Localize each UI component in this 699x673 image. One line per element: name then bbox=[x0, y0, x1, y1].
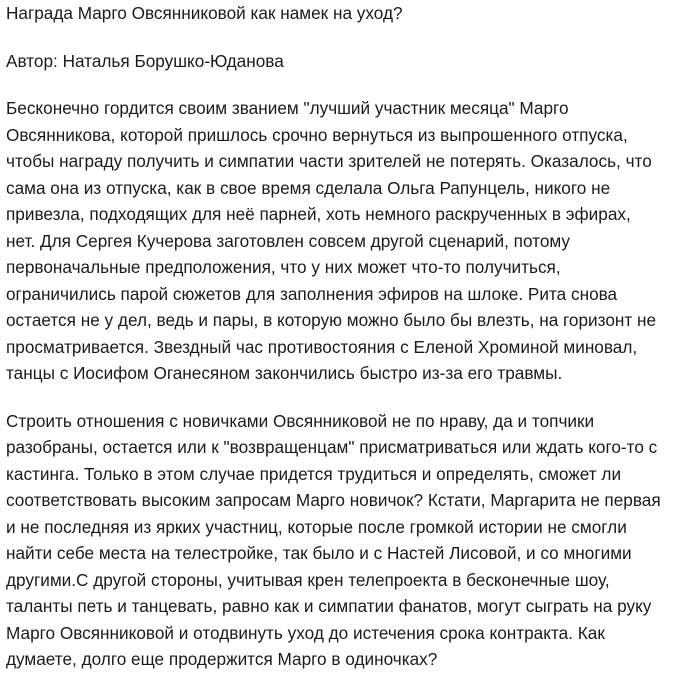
paragraph-2 bbox=[6, 408, 687, 673]
paragraph-line: другими.С другой стороны, учитывая крен телепроекта в бесконечные шоу, bbox=[6, 569, 610, 590]
paragraph-line: таланты петь и танцевать, равно как и симпатии фанатов, могут сыграть на руку bbox=[6, 596, 652, 616]
paragraph-line: чтобы награду получить и симпатии части зрителей не потерять. Оказалось, что bbox=[6, 151, 652, 171]
paragraph-line: сама она из отпуска, как в свое время сделала Ольга Рапунцель, никого не bbox=[6, 177, 611, 198]
paragraph-line: танцы с Иосифом Оганесяном закончились быстро из-за его травмы. bbox=[6, 363, 563, 383]
paragraph-line: Овсянникова, которой пришлось срочно вернуться из выпрошенного отпуска, bbox=[6, 124, 628, 145]
paragraph-1 bbox=[6, 95, 687, 387]
paragraph-line: Марго Овсянниковой и отодвинуть уход до истечения срока контракта. Как bbox=[6, 622, 605, 643]
paragraph-line: и не последняя из ярких участниц, которые после громкой истории не смогли bbox=[6, 516, 627, 537]
paragraph-line: нет. Для Сергея Кучерова заготовлен совсем другой сценарий, потому bbox=[6, 230, 570, 251]
paragraph-line: разобраны, остается или к "возвращенцам" присматриваться или ждать кого-то с bbox=[6, 437, 658, 457]
paragraph-line: Бесконечно гордится своим званием "лучший участник месяца" Марго bbox=[6, 98, 569, 118]
article-author: Автор: Наталья Борушко-Юданова bbox=[6, 50, 284, 71]
article-title: Награда Марго Овсянниковой как намек на уход? bbox=[6, 3, 403, 23]
paragraph-line: привезла, подходящих для неё парней, хоть немного раскрученных в эфирах, bbox=[6, 204, 631, 224]
paragraph-line: ограничились парой сюжетов для заполнения эфиров на шлоке. Рита снова bbox=[6, 283, 618, 304]
paragraph-line: кастинга. Только в этом случае придется трудиться и определять, сможет ли bbox=[6, 463, 622, 484]
paragraph-line: думаете, долго еще продержится Марго в одиночках? bbox=[6, 649, 438, 669]
paragraph-line: остается не у дел, ведь и пары, в которую можно было бы влезть, на горизонт не bbox=[6, 310, 657, 330]
paragraph-line: найти себе места на телестройке, так было и с Настей Лисовой, и со многими bbox=[6, 543, 632, 563]
paragraph-line: соответствовать высоким запросам Марго новичок? Кстати, Маргарита не первая bbox=[6, 490, 661, 510]
paragraph-line: первоначальные предположения, что у них может что-то получиться, bbox=[6, 257, 561, 277]
paragraph-line: просматривается. Звездный час противостояния с Еленой Хроминой миновал, bbox=[6, 336, 638, 357]
paragraph-line: Строить отношения с новичками Овсянниковой не по нраву, да и топчики bbox=[6, 410, 595, 431]
